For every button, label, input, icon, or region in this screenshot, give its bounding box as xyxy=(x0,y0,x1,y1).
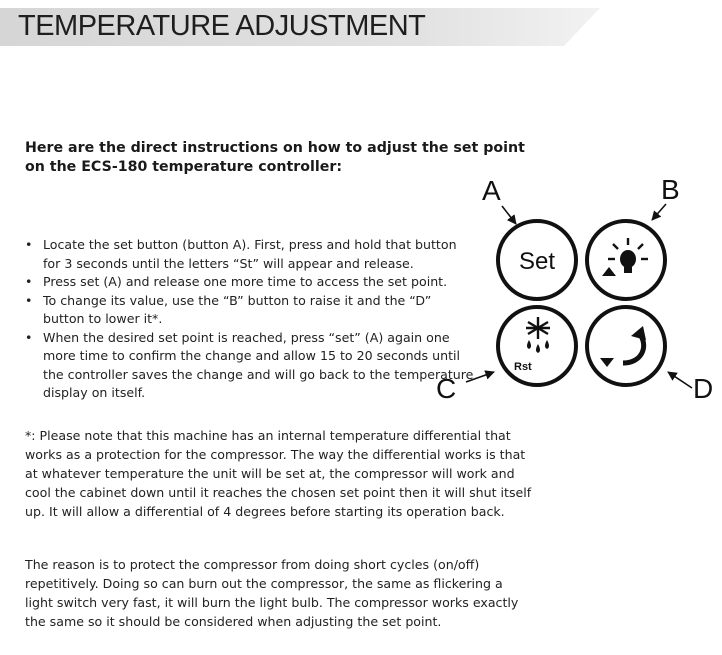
defrost-reset-button[interactable] xyxy=(498,307,576,385)
up-button[interactable] xyxy=(587,221,665,299)
label-b: B xyxy=(661,174,680,205)
arrow-d xyxy=(668,372,692,388)
label-a: A xyxy=(482,175,501,206)
list-item: • To change its value, use the “B” button to raise it and the “D” button to lower it*. xyxy=(25,292,475,329)
list-item: • Press set (A) and release one more time to access the set point. xyxy=(25,273,475,292)
set-label: Set xyxy=(518,248,556,275)
down-button[interactable] xyxy=(587,307,665,385)
label-d: D xyxy=(693,373,714,404)
footnote-text: *: Please note that this machine has an internal temperature differential that works as a protection for the compressor. The way the differential works is that at whatever temperature the unit will be set at, the compressor will work and cool the cabinet down until it reaches the chosen set point then it will shut itself up. It will allow a differential of 4 degrees before starting its operation back. xyxy=(25,428,532,519)
page-title: TEMPERATURE ADJUSTMENT xyxy=(18,10,426,42)
intro-text: Here are the direct instructions on how to adjust the set point on the ECS-180 temperature controller: xyxy=(25,140,525,175)
label-c: C xyxy=(436,373,457,404)
list-item: • When the desired set point is reached, press “set” (A) again one more time to confirm the change and allow 15 to 20 seconds until the controller saves the change and will go back to the temperature display on itself. xyxy=(25,329,475,403)
instruction-list xyxy=(25,236,475,403)
list-item: • Locate the set button (button A). First, press and hold that button for 3 seconds until the letters “St” will appear and release. xyxy=(25,236,475,273)
arrow-a xyxy=(502,206,516,224)
controller-diagram xyxy=(430,170,722,410)
reason-text: The reason is to protect the compressor from doing short cycles (on/off) repetitively. Doing so can burn out the compressor, the same as flickering a light switch very fast, it will burn the light bulb. The compressor works exactly the same so it should be considered when adjusting the set point. xyxy=(25,557,519,629)
set-button[interactable] xyxy=(498,221,576,299)
arrow-c xyxy=(466,372,494,382)
rst-label: Rst xyxy=(514,361,532,373)
arrow-b xyxy=(652,204,666,220)
